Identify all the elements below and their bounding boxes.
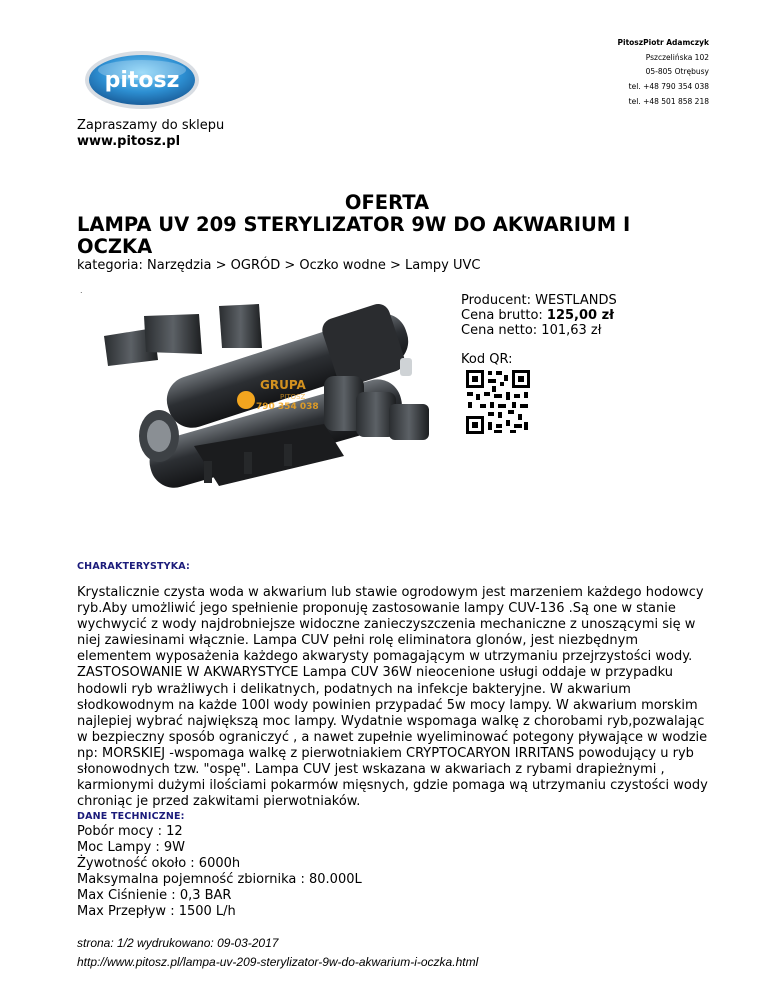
pitosz-logo — [84, 50, 200, 110]
watermark-brand: GRUPA — [260, 378, 306, 392]
product-info — [461, 293, 617, 338]
company-phone-2: tel. +48 501 858 218 — [628, 96, 709, 106]
desc-line: ZASTOSOWANIE W AKWARYSTYCE Lampa CUV 36W nieocenione usługi oddaje w przypadku — [77, 665, 673, 681]
company-phone-1: tel. +48 790 354 038 — [628, 82, 709, 92]
characteristics-text — [77, 585, 717, 810]
desc-line: hodowli ryb wrażliwych i delikatnych, podatnych na infekcje bakteryjne. W akwarium — [77, 681, 631, 697]
tech-line: Max Ciśnienie : 0,3 BAR — [77, 888, 232, 903]
watermark-phone: 790 354 038 — [256, 402, 319, 412]
company-street: Pszczelińska 102 — [645, 52, 709, 62]
offer-heading: OFERTA — [344, 191, 430, 214]
desc-line: karmionymi dużymi ilościami pokarmów mięsnych, gdzie pomaga wą utrzymaniu czystości wody — [77, 778, 708, 794]
producer: Producent: WESTLANDS — [461, 293, 617, 308]
gross-price-value: 125,00 zł — [546, 308, 615, 323]
tech-line: Pobór mocy : 12 — [77, 824, 183, 839]
welcome-block — [77, 118, 224, 150]
image-dot: . — [80, 286, 83, 295]
welcome-text: Zapraszamy do sklepu — [77, 118, 225, 133]
desc-line: najlepiej wybrać największą moc lampy. Wydatnie wspomaga walkę z chorobami ryb,pozwalając — [77, 713, 705, 729]
category-breadcrumb: kategoria: Narzędzia > OGRÓD > Oczko wodne > Lampy UVC — [77, 258, 481, 273]
net-price: Cena netto: 101,63 zł — [461, 323, 602, 338]
tech-line: Maksymalna pojemność zbiornika : 80.000L — [77, 872, 362, 887]
desc-line: ryb.Aby umożliwić jego spełnienie proponuję zastosowanie lampy CUV-136 .Są one w stanie — [77, 601, 676, 617]
product-title: LAMPA UV 209 STERYLIZATOR 9W DO AKWARIUM I OCZKA — [77, 213, 631, 258]
company-name: PitoszPiotr Adamczyk — [617, 38, 709, 47]
tech-line: Moc Lampy : 9W — [77, 840, 186, 855]
logo-text: pitosz — [104, 68, 180, 93]
desc-line: w bezpieczny sposób ograniczyć , a nawet zupełnie wyeliminować potegony pływające w wodzie — [77, 729, 708, 745]
source-url[interactable]: http://www.pitosz.pl/lampa-uv-209-sterylizator-9w-do-akwarium-i-oczka.html — [77, 955, 479, 969]
desc-line: np: MORSKIEJ -wspomaga walkę z pierwotniakiem CRYPTOCARYON IRRITANS powodujący u ryb — [77, 745, 694, 761]
desc-line: Krystalicznie czysta woda w akwarium lub stawie ogrodowym jest marzeniem każdego hodowcy — [77, 585, 704, 600]
gross-price-label: Cena brutto: — [461, 308, 547, 323]
company-city: 05-805 Otrębusy — [645, 67, 709, 77]
desc-line: słonowodnych tzw. "ospę". Lampa CUV jest wskazana w akwariach z rybami drapieżnymi , — [77, 762, 665, 778]
desc-line: chroniąc je przed zakwitami pierwotniaków. — [77, 794, 361, 810]
tech-line: Max Przepływ : 1500 L/h — [77, 904, 236, 919]
desc-line: niej zawiesinami włącznie. Lampa CUV pełni rolę eliminatora glonów, jest niezbędnym — [77, 633, 639, 649]
product-image — [84, 296, 454, 526]
desc-line: wychwycić z wody najdrobniejsze widoczne zanieczyszczenia mechaniczne z unoszącymi się w — [77, 617, 696, 633]
company-info — [618, 36, 710, 110]
shop-url[interactable]: www.pitosz.pl — [77, 134, 181, 149]
tech-line: Żywotność około : 6000h — [77, 856, 241, 871]
qr-code[interactable] — [464, 368, 532, 436]
technical-heading: DANE TECHNICZNE: — [77, 811, 185, 822]
gross-price — [461, 308, 617, 323]
print-info: strona: 1/2 wydrukowano: 09-03-2017 — [77, 936, 279, 950]
desc-line: słodkowodnym na każde 100l wody powinien przypadać 5w mocy lampy. W akwarium morskim — [77, 697, 698, 713]
page-footer — [77, 934, 478, 972]
desc-line: elementem wyposażenia każdego akwarysty pomagającym w utrzymaniu przejrzystości wody. — [77, 649, 693, 665]
characteristics-heading: CHARAKTERYSTYKA: — [77, 561, 191, 572]
technical-list — [77, 824, 362, 920]
watermark-sub: PITOSZ — [280, 393, 306, 401]
qr-label: Kod QR: — [461, 352, 513, 367]
offer-header — [77, 192, 697, 258]
